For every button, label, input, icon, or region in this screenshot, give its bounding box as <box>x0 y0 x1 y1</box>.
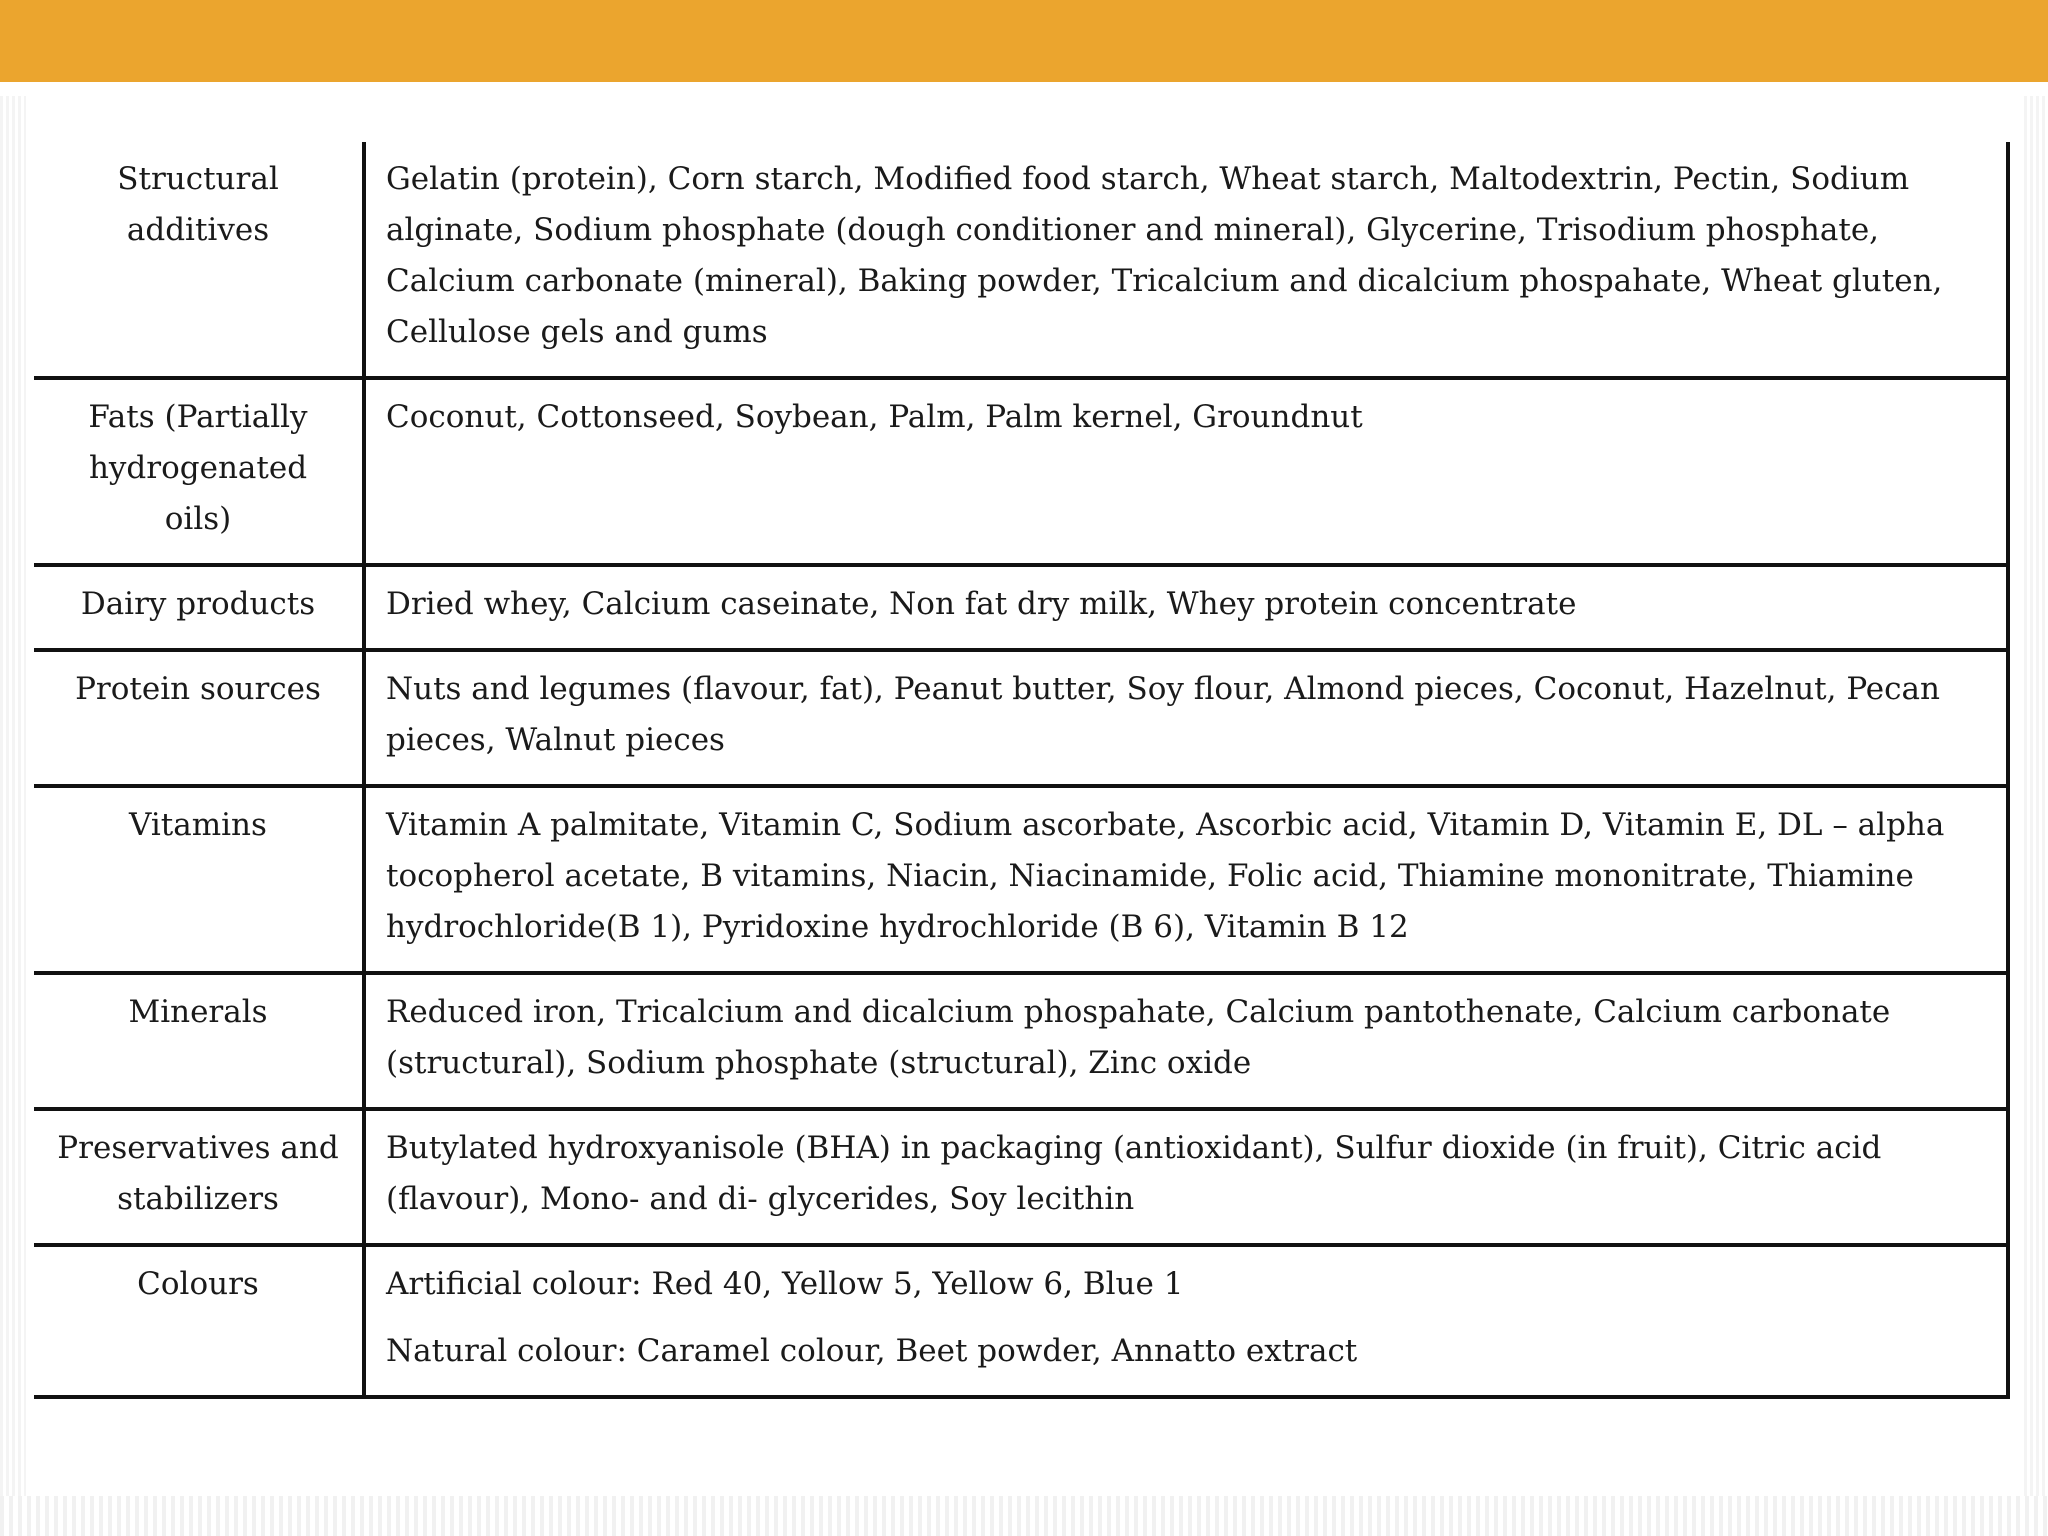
category-cell: Structural additives <box>34 142 364 378</box>
right-texture-stripe <box>2024 96 2048 1536</box>
category-cell: Minerals <box>34 973 364 1109</box>
items-text: Coconut, Cottonseed, Soybean, Palm, Palm kernel, Groundnut <box>386 399 1363 435</box>
table-row <box>34 650 2008 786</box>
items-text-artificial-colour: Artificial colour: Red 40, Yellow 5, Yellow 6, Blue 1 <box>386 1266 1184 1302</box>
items-cell <box>364 1109 2008 1245</box>
category-cell: Dairy products <box>34 565 364 650</box>
items-text: Butylated hydroxyanisole (BHA) in packaging (antioxidant), Sulfur dioxide (in fruit), Citric acid (flavour), Mono- and di- glycerides, Soy lecithin <box>386 1130 1882 1217</box>
category-cell: Fats (Partially hydrogenated oils) <box>34 378 364 565</box>
items-text: Vitamin A palmitate, Vitamin C, Sodium ascorbate, Ascorbic acid, Vitamin D, Vitamin E, DL – alpha tocopherol acetate, B vitamins, Niacin, Niacinamide, Folic acid, Thiamine mononitrate, Thiamine hydrochloride(B 1), Pyridoxine hydrochloride (B 6), Vitamin B 12 <box>386 807 1945 945</box>
table-row <box>34 1245 2008 1397</box>
items-text-natural-colour: Natural colour: Caramel colour, Beet powder, Annatto extract <box>386 1333 1358 1369</box>
category-cell: Colours <box>34 1245 364 1397</box>
category-cell: Protein sources <box>34 650 364 786</box>
category-cell: Preservatives and stabilizers <box>34 1109 364 1245</box>
table-row <box>34 565 2008 650</box>
items-cell <box>364 142 2008 378</box>
items-cell <box>364 378 2008 565</box>
top-accent-bar <box>0 0 2048 82</box>
slide <box>0 96 2048 1536</box>
items-text: Nuts and legumes (flavour, fat), Peanut butter, Soy flour, Almond pieces, Coconut, Hazelnut, Pecan pieces, Walnut pieces <box>386 671 1940 758</box>
category-cell: Vitamins <box>34 786 364 973</box>
table-row <box>34 973 2008 1109</box>
items-cell <box>364 650 2008 786</box>
table-row <box>34 786 2008 973</box>
left-texture-stripe <box>0 96 26 1536</box>
table-row <box>34 1109 2008 1245</box>
items-text: Dried whey, Calcium caseinate, Non fat dry milk, Whey protein concentrate <box>386 586 1577 622</box>
items-cell <box>364 786 2008 973</box>
items-cell <box>364 565 2008 650</box>
additives-table <box>34 142 2010 1399</box>
items-text: Gelatin (protein), Corn starch, Modified food starch, Wheat starch, Maltodextrin, Pectin, Sodium alginate, Sodium phosphate (dough conditioner and mineral), Glycerine, Trisodium phosphate, Calcium carbonate (mineral), Baking powder, Tricalcium and dicalcium phospahate, Wheat gluten, Cellulose gels and gums <box>386 161 1943 350</box>
items-cell <box>364 973 2008 1109</box>
table-row <box>34 142 2008 378</box>
items-text: Reduced iron, Tricalcium and dicalcium phospahate, Calcium pantothenate, Calcium carbonate (structural), Sodium phosphate (structural), Zinc oxide <box>386 994 1891 1081</box>
items-cell <box>364 1245 2008 1397</box>
table-row <box>34 378 2008 565</box>
bottom-texture-stripe <box>0 1496 2048 1536</box>
